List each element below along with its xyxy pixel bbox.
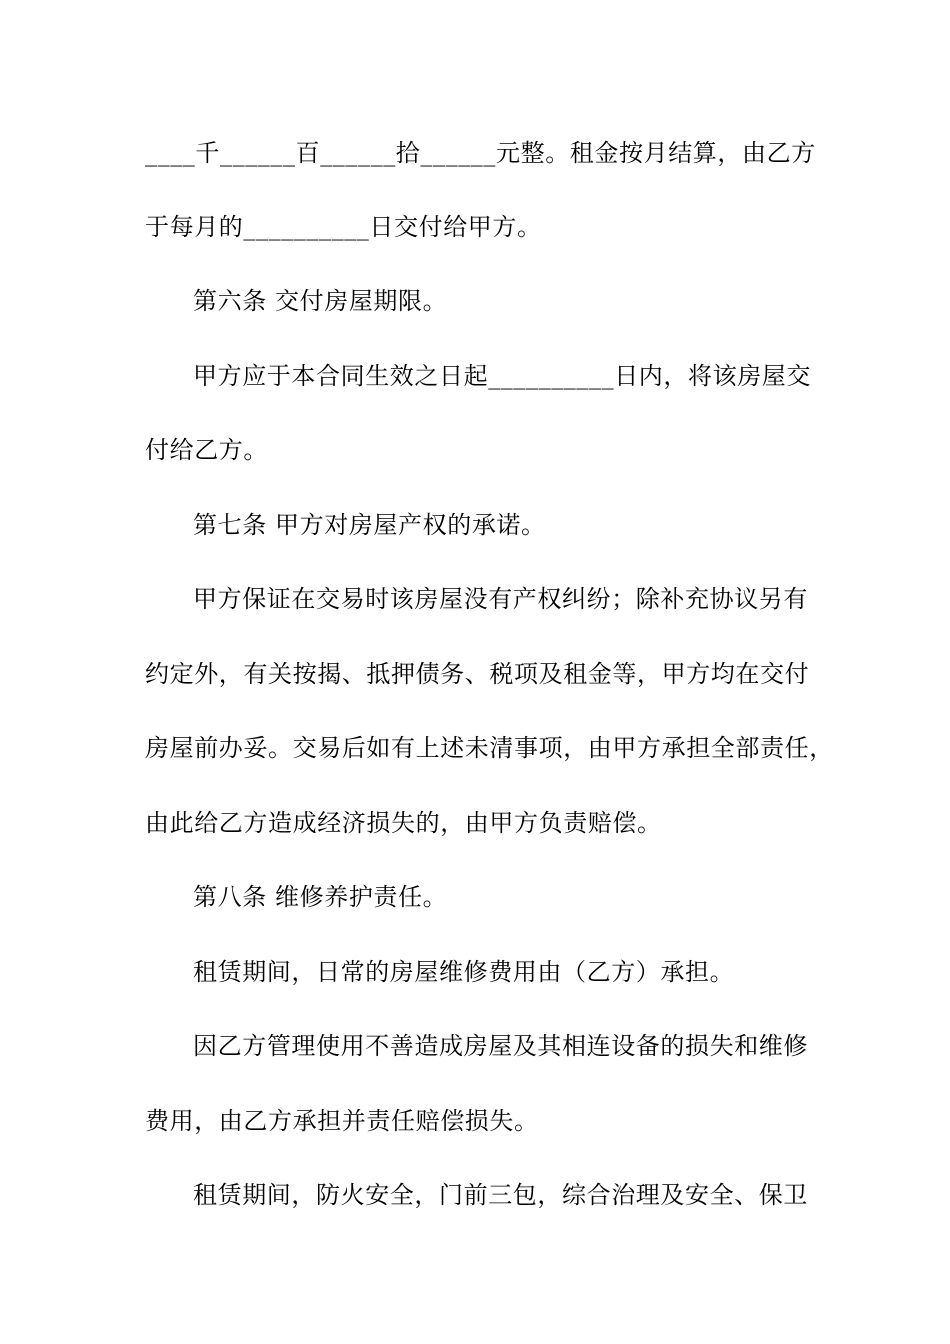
article-6-text-line-1: 甲方应于本合同生效之日起__________日内，将该房屋交 [193, 362, 811, 390]
article-7-text-line-1: 甲方保证在交易时该房屋没有产权纠纷；除补充协议另有 [193, 585, 808, 613]
article-6-heading: 第六条 交付房屋期限。 [193, 287, 448, 315]
article-8-heading: 第八条 维修养护责任。 [193, 883, 448, 911]
payment-day-line: 于每月的__________日交付给甲方。 [145, 213, 542, 241]
article-8-text-line-3: 费用，由乙方承担并责任赔偿损失。 [145, 1107, 539, 1135]
article-7-text-line-4: 由此给乙方造成经济损失的，由甲方负责赔偿。 [145, 809, 662, 837]
article-8-text-line-4: 租赁期间，防火安全，门前三包，综合治理及安全、保卫 [193, 1181, 808, 1209]
article-7-text-line-2: 约定外，有关按揭、抵押债务、税项及租金等，甲方均在交付 [145, 660, 810, 688]
rent-amount-line: ____千______百______拾______元整。租金按月结算，由乙方 [145, 139, 816, 167]
article-7-text-line-3: 房屋前办妥。交易后如有上述未清事项，由甲方承担全部责任， [145, 734, 834, 762]
article-8-text-line-2: 因乙方管理使用不善造成房屋及其相连设备的损失和维修 [193, 1032, 808, 1060]
article-6-text-line-2: 付给乙方。 [145, 436, 268, 464]
article-8-text-line-1: 租赁期间，日常的房屋维修费用由（乙方）承担。 [193, 958, 735, 986]
article-7-heading: 第七条 甲方对房屋产权的承诺。 [193, 511, 546, 539]
